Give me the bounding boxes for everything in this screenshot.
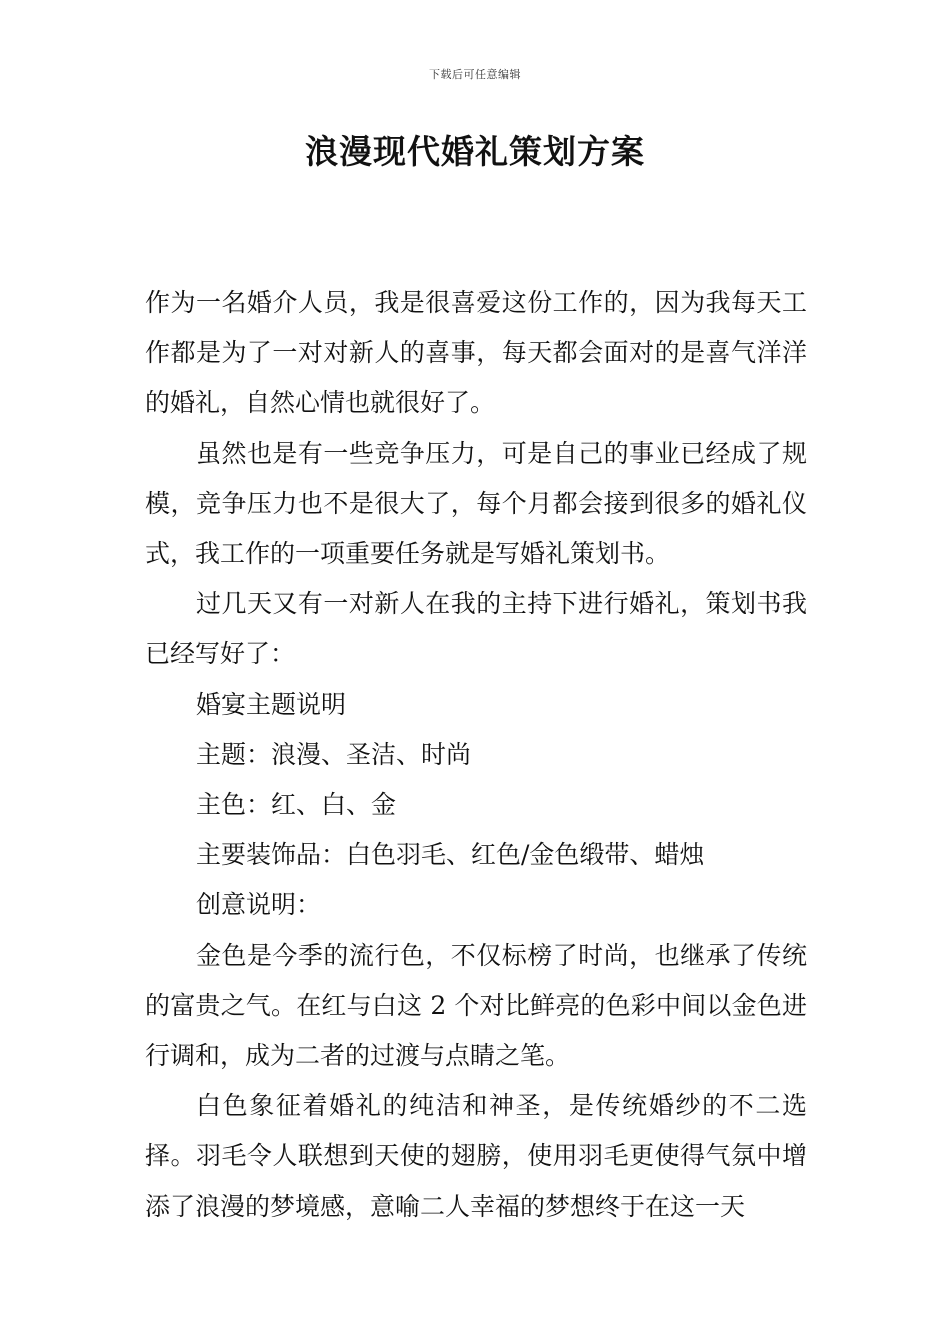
section-heading-theme: 婚宴主题说明 [196, 689, 347, 719]
decorations-line: 主要装饰品：白色羽毛、红色/金色缎带、蜡烛 [196, 840, 705, 870]
paragraph-white: 白色象征着婚礼的纯洁和神圣，是传统婚纱的不二选择。羽毛令人联想到天使的翅膀，使用羽毛更使得气氛中增添了浪漫的梦境感，意喻二人幸福的梦想终于在这一天 [145, 1091, 807, 1221]
paragraph-gold: 金色是今季的流行色，不仅标榜了时尚，也继承了传统的富贵之气。在红与白这 2 个对比鲜亮的色彩中间以金色进行调和，成为二者的过渡与点睛之笔。 [145, 940, 807, 1071]
document-body [145, 278, 807, 1232]
color-line: 主色：红、白、金 [196, 790, 397, 820]
paragraph-competition: 虽然也是有一些竞争压力，可是自己的事业已经成了规模，竞争压力也不是很大了，每个月都会接到很多的婚礼仪式，我工作的一项重要任务就是写婚礼策划书。 [145, 438, 807, 569]
header-note: 下载后可任意编辑 [429, 68, 521, 81]
section-heading-creative: 创意说明： [196, 890, 322, 920]
document-title: 浪漫现代婚礼策划方案 [305, 132, 645, 171]
paragraph-intro: 作为一名婚介人员，我是很喜爱这份工作的，因为我每天工作都是为了一对对新人的喜事，每天都会面对的是喜气洋洋的婚礼，自然心情也就很好了。 [145, 288, 807, 418]
theme-line: 主题：浪漫、圣洁、时尚 [196, 739, 472, 769]
paragraph-plan-ready: 过几天又有一对新人在我的主持下进行婚礼，策划书我已经写好了： [145, 589, 807, 669]
